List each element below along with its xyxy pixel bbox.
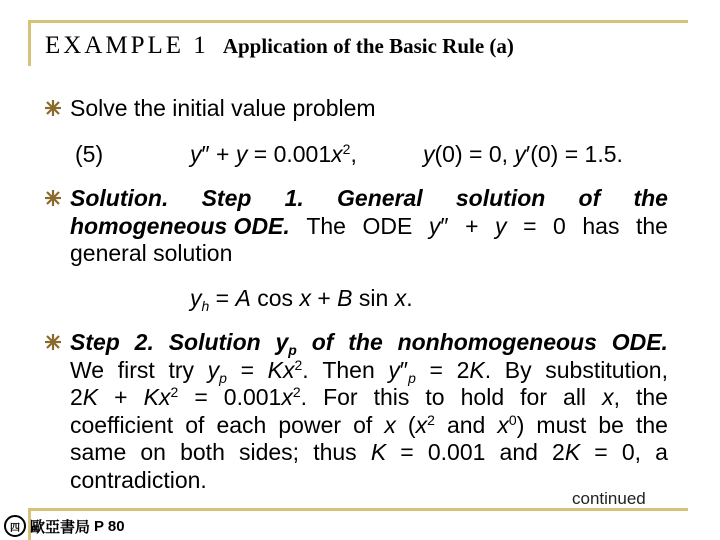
step1-heading-line: Solution. Step 1. General solution of the — [70, 185, 668, 211]
bottom-rule — [28, 508, 688, 511]
step2-line-2: 2K + Kx$^2$ = $0.001x^2$. For this to hold for all x, the — [70, 384, 668, 410]
homogeneous-solution: $y_h = A$ cos x + B sin x. — [190, 285, 413, 314]
continued-label: continued — [572, 489, 646, 508]
step1-paragraph — [70, 185, 668, 268]
step2-line-4: same on both sides; thus K = 0.001 and 2K = 0, a — [70, 439, 668, 465]
step2-line-3: coefficient of each power of x ($x^2$ and $x^0$) must be the — [70, 411, 668, 438]
frame-top-rule — [28, 20, 688, 23]
frame-left-rule — [28, 20, 31, 66]
initial-conditions: y(0) = 0, y′(0) = 1.5. — [423, 141, 623, 167]
step1-line-3: general solution — [70, 240, 233, 266]
bullet-icon — [44, 189, 62, 207]
step2-heading-line: Step 2. Solution $y_p$ of the nonhomogeneous ODE. — [70, 329, 668, 358]
publisher-footer — [4, 515, 125, 537]
example-subtitle: Application of the Basic Rule (a) — [222, 34, 514, 58]
bullet-icon — [44, 333, 62, 351]
step2-line-5: contradiction. — [70, 466, 207, 493]
bullet-icon — [44, 99, 62, 117]
page-number: P 80 — [94, 517, 125, 535]
ode-equation: $y'' + y = 0.001x^2$, — [190, 141, 357, 167]
step2-line-1: We first try $y_p$ = Kx$^2$. Then $y''_p$ = 2K. By substitution, — [70, 356, 668, 386]
equation-number: (5) — [75, 141, 104, 167]
publisher-logo-icon: 四 — [4, 515, 26, 537]
intro-text: Solve the initial value problem — [70, 95, 376, 121]
publisher-name: 歐亞書局 — [30, 518, 91, 536]
step1-line-2: homogeneous ODE. The ODE y″ + y = 0 has the — [70, 212, 668, 239]
example-label: EXAMPLE 1 — [45, 32, 209, 59]
slide-title — [45, 32, 514, 60]
step2-paragraph — [70, 329, 668, 494]
